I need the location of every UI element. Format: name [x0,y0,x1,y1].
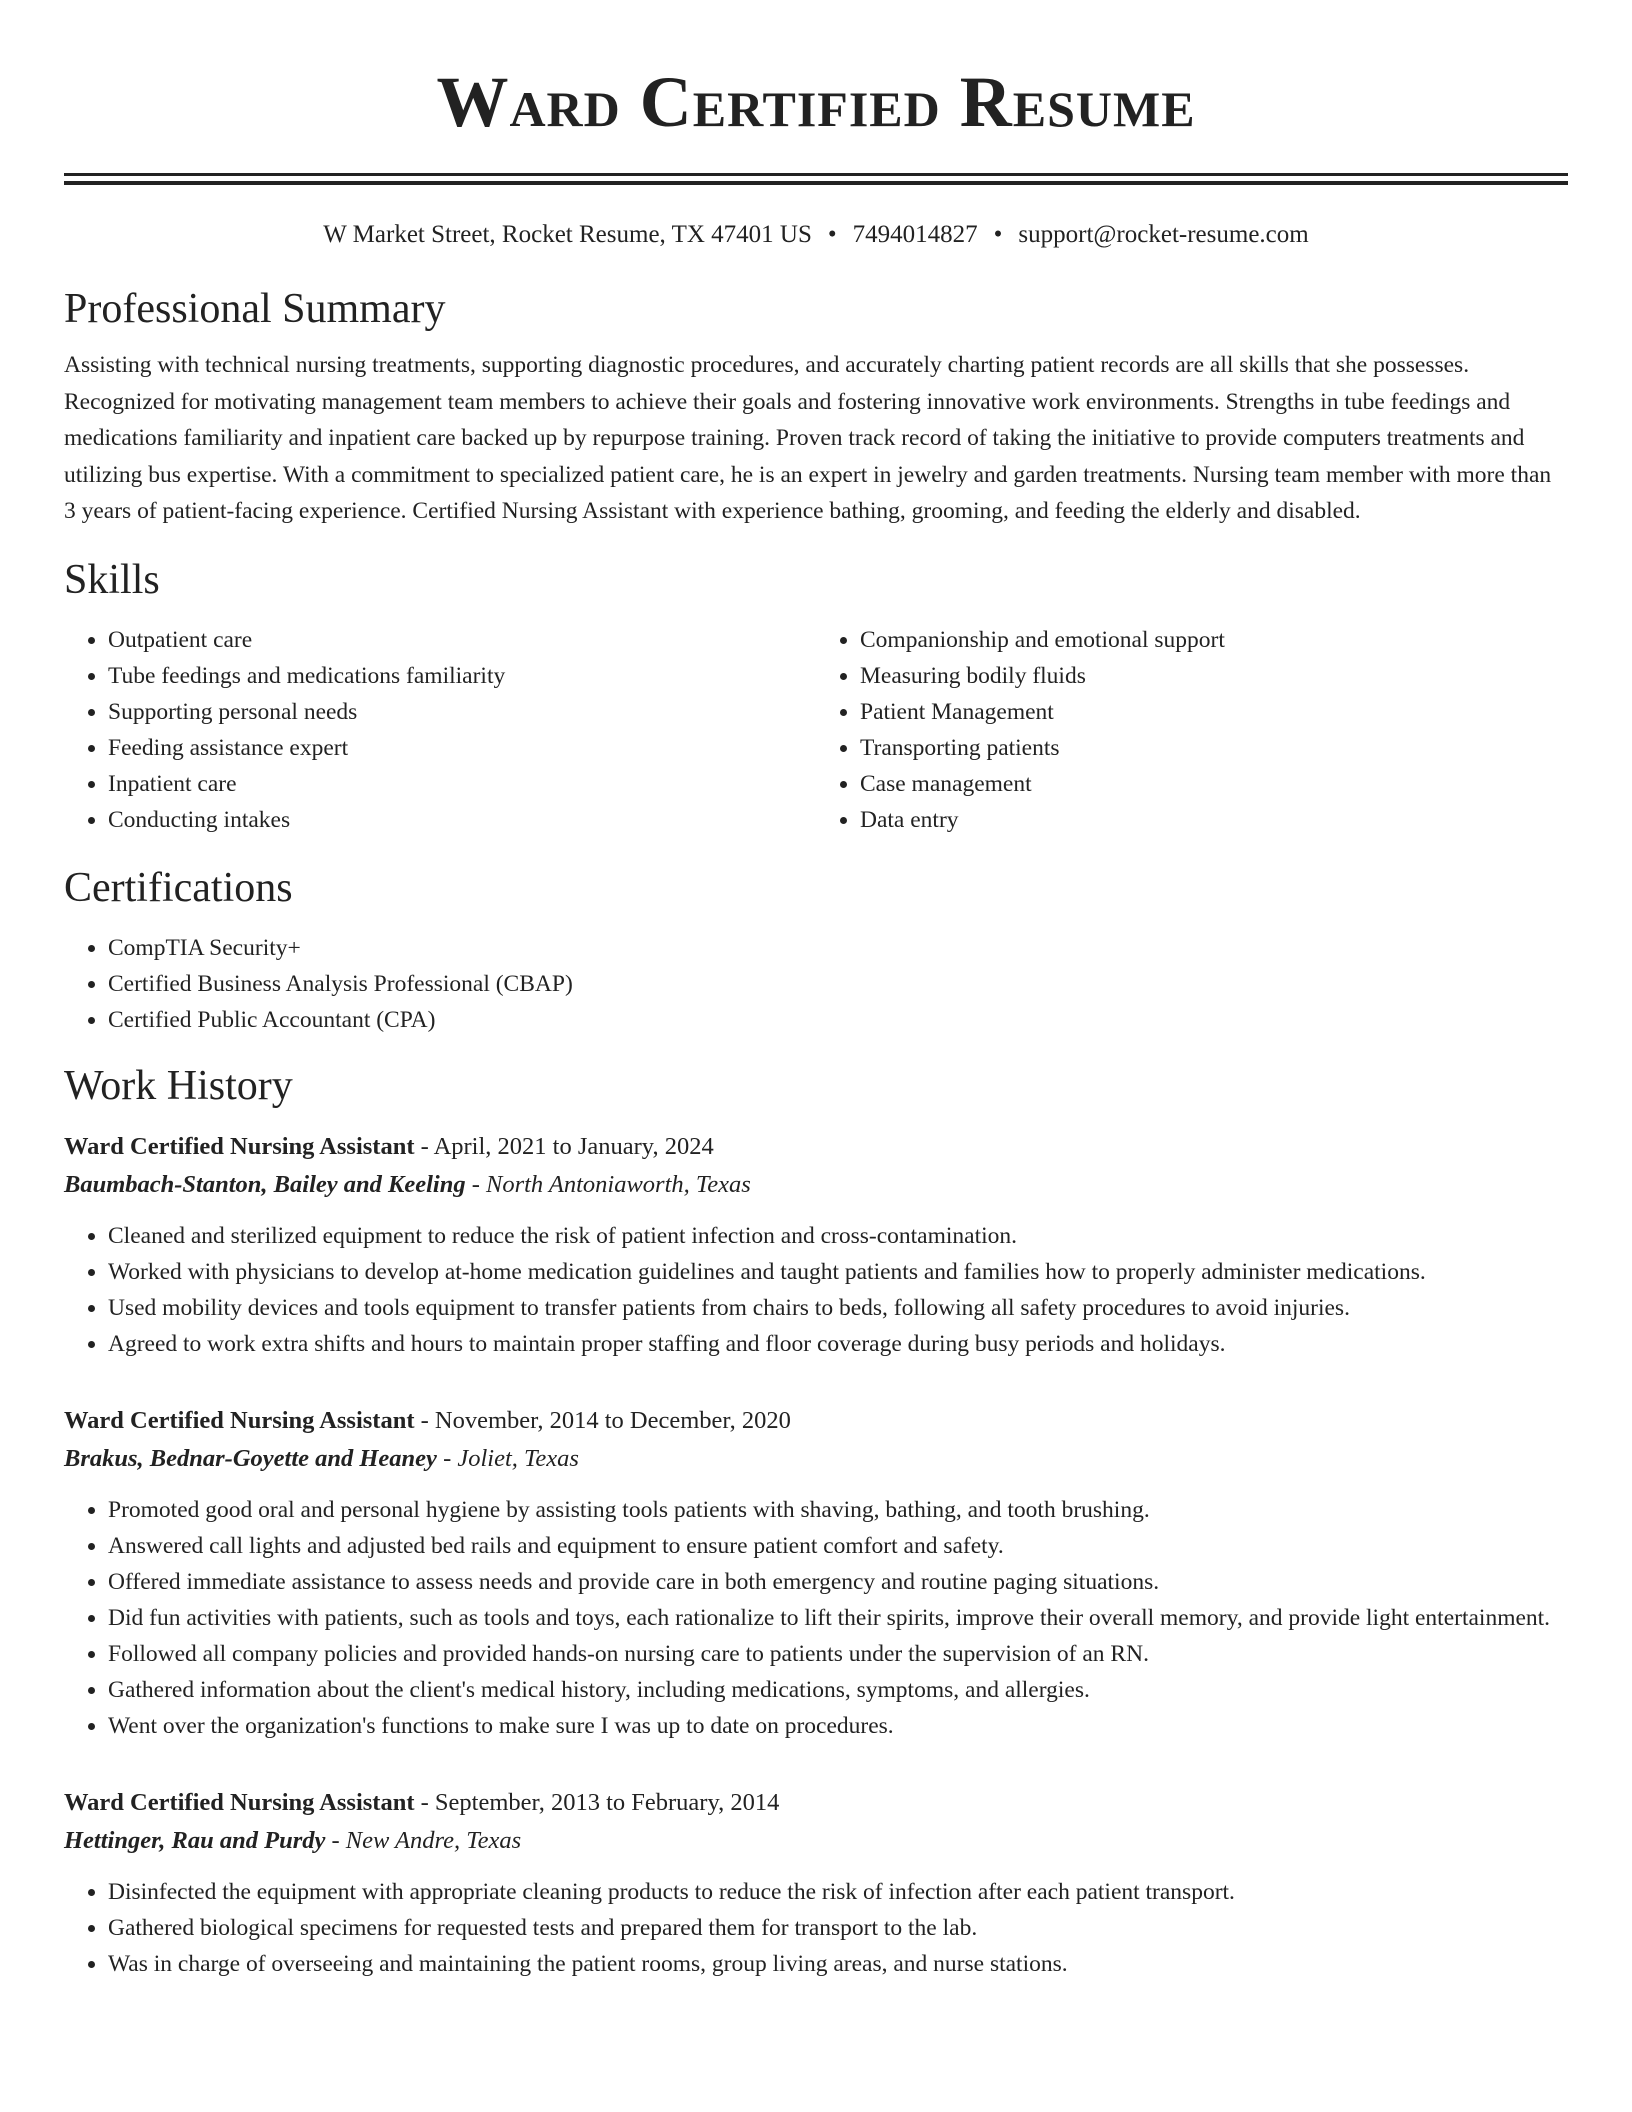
skill-item: • Inpatient care [108,766,816,802]
job-duty-item: • Answered call lights and adjusted bed rails and equipment to ensure patient comfort and safety. [108,1528,1568,1564]
job-duty-item: • Used mobility devices and tools equipment to transfer patients from chairs to beds, following all safety procedures to avoid injuries. [108,1290,1568,1326]
skill-item: • Transporting patients [860,730,1568,766]
job-title-line [64,1128,1568,1166]
contact-line [64,219,1568,251]
job-duties [64,1874,1568,1982]
header-divider [64,173,1568,185]
skills-column-left [64,622,816,838]
job-title-line [64,1784,1568,1822]
job-duty-item: • Agreed to work extra shifts and hours to maintain proper staffing and floor coverage during busy periods and holidays. [108,1326,1568,1362]
job-company-line [64,1822,1568,1860]
job-duty-item: • Went over the organization's functions to make sure I was up to date on procedures. [108,1708,1568,1744]
job-duty-item: • Disinfected the equipment with appropriate cleaning products to reduce the risk of infection after each patient transport. [108,1874,1568,1910]
job-duty-item: • Followed all company policies and provided hands-on nursing care to patients under the supervision of an RN. [108,1636,1568,1672]
job-duty-item: • Promoted good oral and personal hygiene by assisting tools patients with shaving, bathing, and tooth brushing. [108,1492,1568,1528]
skills-heading: Skills [64,556,160,603]
skills-column-right [816,622,1568,838]
job-duty-item: • Gathered biological specimens for requested tests and prepared them for transport to the lab. [108,1910,1568,1946]
skill-item: • Supporting personal needs [108,694,816,730]
job-duty-item: • Worked with physicians to develop at-home medication guidelines and taught patients and families how to properly administer medications. [108,1254,1568,1290]
job-company: Brakus, Bednar-Goyette and Heaney [64,1444,437,1472]
job-dates: - April, 2021 to January, 2024 [414,1132,714,1160]
skill-item: • Outpatient care [108,622,816,658]
skill-item: • Tube feedings and medications familiarity [108,658,816,694]
job-title: Ward Certified Nursing Assistant [64,1132,415,1160]
skill-item: • Feeding assistance expert [108,730,816,766]
job-title: Ward Certified Nursing Assistant [64,1788,415,1816]
resume-name: Ward Certified Resume [436,62,1196,142]
certification-item: • CompTIA Security+ [108,930,1568,966]
skill-item: • Patient Management [860,694,1568,730]
job-company: Baumbach-Stanton, Bailey and Keeling [64,1170,466,1198]
job-dates: - November, 2014 to December, 2020 [414,1406,791,1434]
skill-item: • Data entry [860,802,1568,838]
job-location: - North Antoniaworth, Texas [465,1170,751,1198]
job-duties [64,1218,1568,1362]
skill-item: • Measuring bodily fluids [860,658,1568,694]
job-duty-item: • Did fun activities with patients, such as tools and toys, each rationalize to lift their spirits, improve their overall memory, and provide light entertainment. [108,1600,1568,1636]
certifications-heading: Certifications [64,864,293,911]
contact-separator: • [993,221,1003,248]
job-company: Hettinger, Rau and Purdy [64,1826,326,1854]
job-duty-item: • Gathered information about the client's medical history, including medications, symptoms, and allergies. [108,1672,1568,1708]
work-history-heading: Work History [64,1062,293,1109]
job-duty-item: • Was in charge of overseeing and maintaining the patient rooms, group living areas, and nurse stations. [108,1946,1568,1982]
summary-heading: Professional Summary [64,286,446,332]
job-duty-item: • Cleaned and sterilized equipment to reduce the risk of patient infection and cross-contamination. [108,1218,1568,1254]
job-dates: - September, 2013 to February, 2014 [414,1788,780,1816]
job-location: - New Andre, Texas [325,1826,522,1854]
summary-text: Assisting with technical nursing treatments, supporting diagnostic procedures, and accurately charting patient records are all skills that she possesses. Recognized for motivating management team members to achieve their goals and fostering innovative work environments. Strengths in tube feedings and medications familiarity and inpatient care backed up by repurpose training. Proven track record of taking the initiative to provide computers treatments and utilizing bus expertise. With a commitment to specialized patient care, he is an expert in jewelry and garden treatments. Nursing team member with more than 3 years of patient-facing experience. Certified Nursing Assistant with experience bathing, grooming, and feeding the elderly and disabled. [64,352,1552,525]
skill-item: • Companionship and emotional support [860,622,1568,658]
job-entry [64,1402,1568,1744]
contact-address: W Market Street, Rocket Resume, TX 47401 US [323,221,812,248]
contact-phone[interactable]: 7494014827 [852,221,978,248]
job-duties [64,1492,1568,1744]
job-location: - Joliet, Texas [436,1444,579,1472]
skill-item: • Conducting intakes [108,802,816,838]
skill-item: • Case management [860,766,1568,802]
certification-item: • Certified Business Analysis Professional (CBAP) [108,966,1568,1002]
job-duty-item: • Offered immediate assistance to assess needs and provide care in both emergency and routine paging situations. [108,1564,1568,1600]
job-entry [64,1128,1568,1362]
contact-email[interactable]: support@rocket-resume.com [1018,221,1309,248]
job-title: Ward Certified Nursing Assistant [64,1406,415,1434]
certification-item: • Certified Public Accountant (CPA) [108,1002,1568,1038]
skills-list [64,622,1568,838]
job-company-line [64,1166,1568,1204]
job-title-line [64,1402,1568,1440]
job-entry [64,1784,1568,1982]
certifications-list [64,930,1568,1038]
contact-separator: • [827,221,837,248]
job-company-line [64,1440,1568,1478]
